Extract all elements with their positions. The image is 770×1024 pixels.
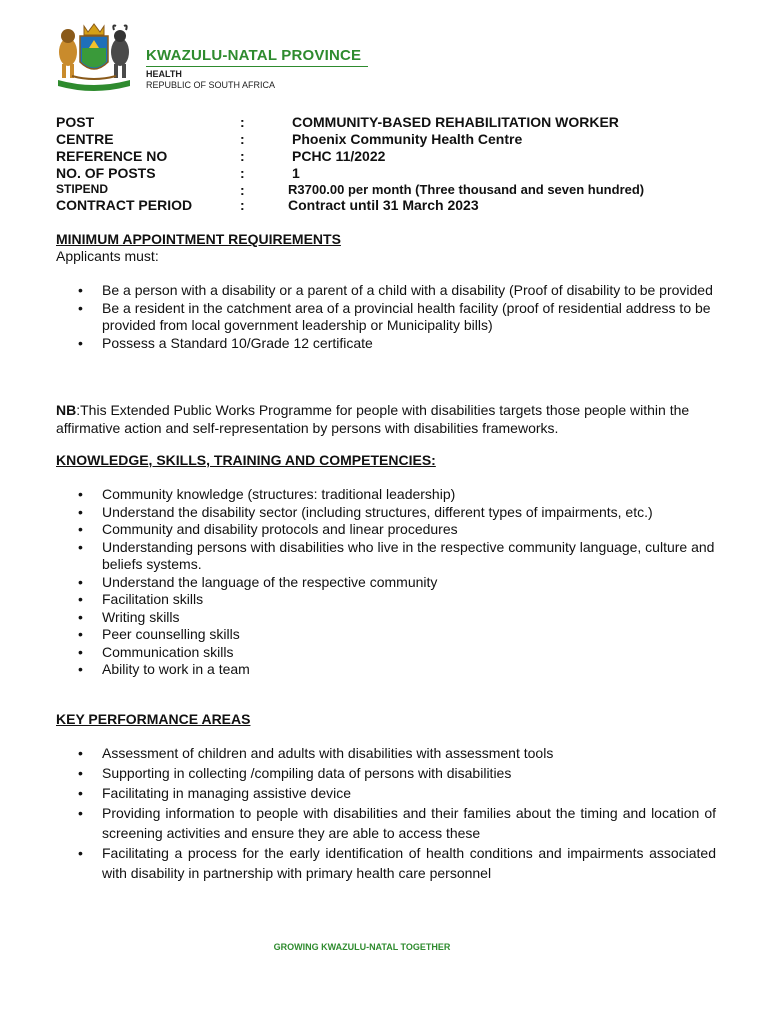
coat-of-arms-icon <box>50 18 138 98</box>
stipend-label: STIPEND <box>56 182 109 196</box>
nb-text: :This Extended Public Works Programme for people with disabilities targets those people within the affirmative action and self-representation by persons with disabilities frameworks. <box>56 402 690 436</box>
bullet-icon: • <box>78 538 83 555</box>
list-item: • Be a person with a disability or a parent of a child with a disability (Proof of disability to be provided <box>78 282 713 298</box>
footer-slogan: GROWING KWAZULU-NATAL TOGETHER <box>273 942 451 952</box>
list-item: • Community knowledge (structures: traditional leadership) <box>78 486 456 502</box>
kpa-heading: KEY PERFORMANCE AREAS <box>56 711 251 727</box>
list-item: • Supporting in collecting /compiling data of persons with disabilities <box>78 765 512 781</box>
contract-label: CONTRACT PERIOD <box>56 197 193 213</box>
list-item: • Understand the language of the respective community <box>78 573 438 590</box>
detail-colon: : <box>240 182 245 198</box>
bullet-icon: • <box>78 845 83 861</box>
list-item: • Facilitating a process for the early identification of health conditions and impairments associated with disability in partnership with primary health care personnel <box>78 845 716 881</box>
detail-colon: : <box>240 148 245 164</box>
detail-colon: : <box>240 165 245 181</box>
bullet-icon: • <box>78 486 83 502</box>
centre-value: Phoenix Community Health Centre <box>292 131 523 147</box>
contract-value: Contract until 31 March 2023 <box>288 197 479 213</box>
requirements-heading: MINIMUM APPOINTMENT REQUIREMENTS <box>56 231 341 247</box>
list-item: • Be a resident in the catchment area of a provincial health facility (proof of residential address to be provided from local government leadership or Municipality bills) <box>78 299 711 333</box>
detail-colon: : <box>240 197 245 213</box>
list-item: • Understand the disability sector (including structures, different types of impairments, etc.) <box>78 503 653 520</box>
list-item: • Assessment of children and adults with disabilities with assessment tools <box>78 745 554 761</box>
department-name: HEALTH <box>146 69 182 79</box>
nb-prefix: NB <box>56 402 77 418</box>
list-item: • Possess a Standard 10/Grade 12 certificate <box>78 334 373 351</box>
post-label: POST <box>56 114 95 130</box>
competencies-list <box>0 486 716 679</box>
list-item: • Peer counselling skills <box>78 626 240 642</box>
bullet-icon: • <box>78 661 83 677</box>
list-item: • Writing skills <box>78 608 180 625</box>
bullet-icon: • <box>78 745 83 761</box>
stipend-value: R3700.00 per month (Three thousand and seven hundred) <box>288 182 645 197</box>
posts-label: NO. OF POSTS <box>56 165 156 181</box>
reference-label: REFERENCE NO <box>56 148 168 164</box>
list-item: • Understanding persons with disabilities who live in the respective community language, culture and beliefs systems. <box>78 538 715 572</box>
bullet-icon: • <box>78 334 83 351</box>
list-item: • Facilitating in managing assistive device <box>78 785 352 801</box>
header-divider <box>146 66 368 67</box>
reference-value: PCHC 11/2022 <box>292 148 386 164</box>
requirements-intro: Applicants must: <box>56 248 159 264</box>
competencies-heading: KNOWLEDGE, SKILLS, TRAINING AND COMPETENCIES: <box>56 452 436 468</box>
province-title: KWAZULU-NATAL PROVINCE <box>146 47 362 64</box>
bullet-icon: • <box>78 608 83 625</box>
nb-paragraph <box>56 402 696 437</box>
post-value: COMMUNITY-BASED REHABILITATION WORKER <box>292 114 619 130</box>
republic-name: REPUBLIC OF SOUTH AFRICA <box>146 80 276 90</box>
bullet-icon: • <box>78 626 83 642</box>
list-item: • Facilitation skills <box>78 591 204 607</box>
list-item: • Ability to work in a team <box>78 661 250 677</box>
bullet-icon: • <box>78 591 83 607</box>
list-item: • Community and disability protocols and linear procedures <box>78 521 458 537</box>
posts-value: 1 <box>292 165 300 181</box>
bullet-icon: • <box>78 521 83 537</box>
list-item: • Providing information to people with disabilities and their families about the timing and location of screening activities and ensure they are able to access these <box>78 805 716 841</box>
bullet-icon: • <box>78 503 83 520</box>
bullet-icon: • <box>78 299 83 316</box>
bullet-icon: • <box>78 282 83 298</box>
detail-colon: : <box>240 114 245 130</box>
bullet-icon: • <box>78 765 83 781</box>
requirements-list <box>0 282 716 352</box>
bullet-icon: • <box>78 573 83 590</box>
bullet-icon: • <box>78 805 83 821</box>
bullet-icon: • <box>78 643 83 660</box>
list-item: • Communication skills <box>78 643 234 660</box>
centre-label: CENTRE <box>56 131 114 147</box>
kpa-list <box>0 743 716 883</box>
detail-colon: : <box>240 131 245 147</box>
bullet-icon: • <box>78 785 83 801</box>
